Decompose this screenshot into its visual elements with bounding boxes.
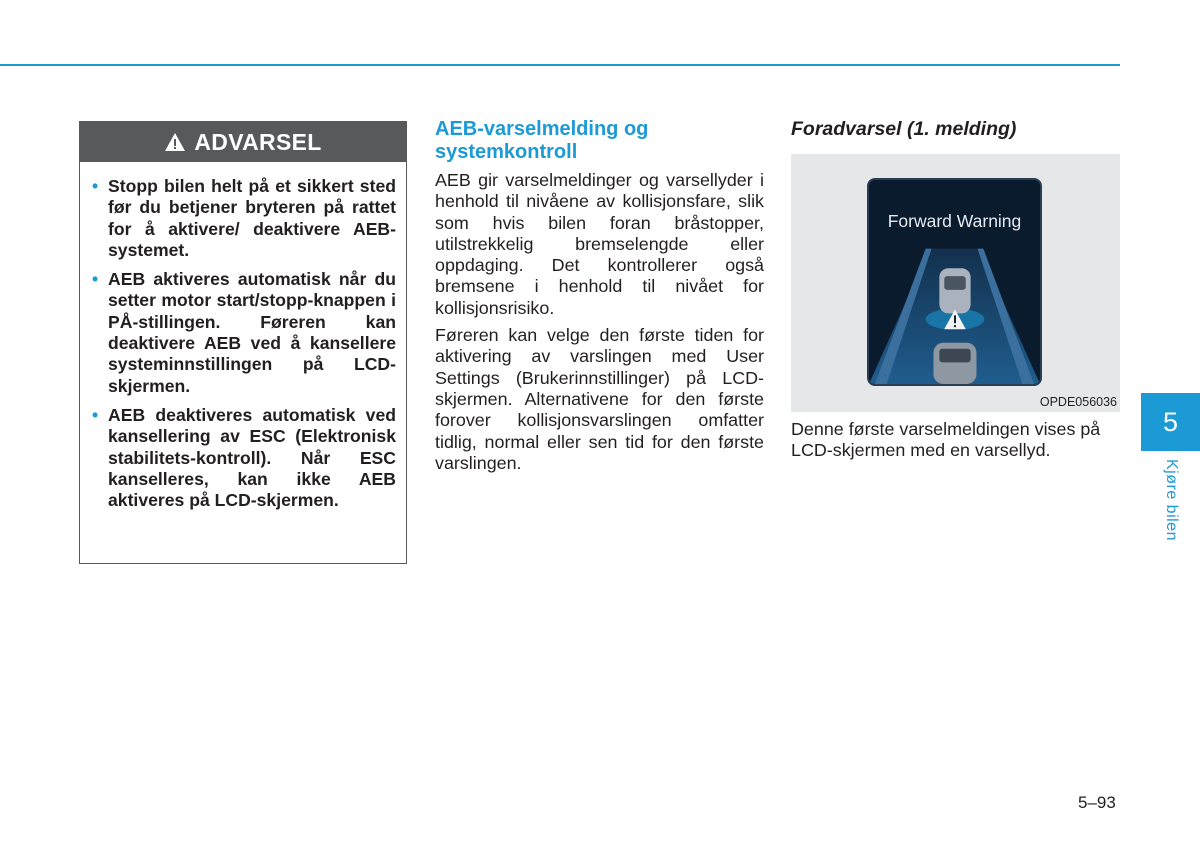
section-heading: AEB-varselmelding og systemkontroll <box>435 118 649 163</box>
warning-title: ADVARSEL <box>194 128 322 155</box>
figure-caption: Denne første varselmeldingen vises på LCD-skjermen med en varsellyd. <box>791 419 1101 461</box>
figure-lcd-forward-warning <box>791 154 1120 412</box>
bullet-icon: • <box>92 404 99 425</box>
chapter-tab: 5 <box>1141 393 1200 451</box>
bullet-icon: • <box>92 176 99 196</box>
lcd-message: Forward Warning <box>887 211 1022 231</box>
warning-box <box>79 121 407 564</box>
warning-triangle-icon <box>164 132 186 152</box>
warning-item: • AEB deaktiveres automatisk ved kansellering av ESC (Elektronisk stabilitets-kontroll). Når ESC kanselleres, kan ikke AEB aktiveres på LCD-skjermen. <box>92 404 396 511</box>
warning-header <box>80 122 406 162</box>
page-number: 5–93 <box>1078 793 1116 812</box>
bullet-icon: • <box>92 269 99 290</box>
subsection-heading: Foradvarsel (1. melding) <box>791 118 1017 140</box>
warning-list <box>80 162 406 511</box>
warning-item: • AEB aktiveres automatisk når du setter motor start/stopp-knappen i PÅ-stillingen. Føreren kan deaktivere AEB ved å kansellere systeminnstillingen på LCD-skjermen. <box>92 269 396 396</box>
figure-code: OPDE056036 <box>1039 395 1117 409</box>
section-aeb-messages <box>435 118 764 480</box>
warning-item: • Stopp bilen helt på et sikkert sted før du betjener bryteren på rattet for å aktivere/ deaktivere AEB-systemet. <box>92 176 396 260</box>
body-paragraph: AEB gir varselmeldinger og varsellyder i henhold til nivåene av kollisjonsfare, slik som hvis bilen foran bråstopper, utilstrekkelig bremselengde eller oppdaging. Det kontrollerer også bremsene i henhold til nivået for kollisjonsrisiko. <box>435 170 764 318</box>
section-forward-warning <box>791 117 1120 462</box>
top-rule <box>0 64 1120 66</box>
chapter-label: Kjøre bilen <box>1163 459 1180 541</box>
body-paragraph: Føreren kan velge den første tiden for aktivering av varslingen med User Settings (Brukerinnstillinger) på LCD-skjermen. Alternativene for den første forover kollisjonsvarslingen omfatter tidlig, normal eller sen tid for den første varslingen. <box>435 325 764 473</box>
lcd-screen <box>867 178 1042 386</box>
